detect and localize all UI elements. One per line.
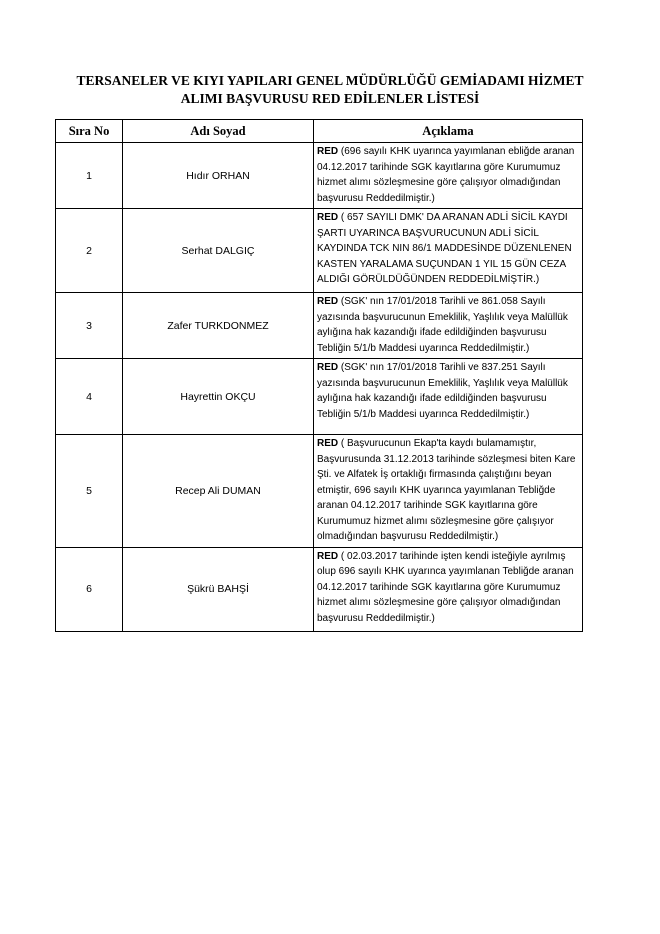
applicant-name: Hayrettin OKÇU [123, 359, 314, 435]
row-description [314, 209, 583, 293]
table-row [56, 293, 583, 359]
row-number: 1 [56, 143, 123, 209]
document-title [40, 72, 620, 108]
red-label: RED [317, 438, 339, 449]
table-row [56, 359, 583, 435]
red-label: RED [317, 212, 339, 223]
rejected-applicants-table [55, 119, 583, 632]
description-text: (696 sayılı KHK uyarınca yayımlanan ebliğde aranan 04.12.2017 tarihinde SGK kayıtlarına göre Kurumumuz hizmet alımı sözleşmesine göre çalışıyor olmadığından başvurusu Reddedilmiştir.) [317, 146, 575, 204]
applicant-name: Zafer TURKDONMEZ [123, 293, 314, 359]
row-description [314, 293, 583, 359]
red-label: RED [317, 362, 339, 373]
row-description [314, 143, 583, 209]
description-text: (SGK' nın 17/01/2018 Tarihli ve 837.251 Sayılı yazısında başvurucunun Emeklilik, Yaşlılık veya Malüllük aylığına hak kazandığı ifade edildiğinden başvurusu Tebliğin 5/1/b Maddesi uyarınca Reddedilmiştir.) [317, 362, 568, 420]
title-line-2: ALIMI BAŞVURUSU RED EDİLENLER LİSTESİ [180, 91, 480, 106]
table-row [56, 435, 583, 548]
description-text: ( Başvurucunun Ekap'ta kaydı bulamamıştır, Başvurusunda 31.12.2013 tarihinde sözleşmesi biten Kare Şti. ve Alfatek İş ortaklığı firmasında çalıştığını beyan etmiştir, 696 sayılı KHK uyarınca yayımlanan Tebliğde aranan 04.12.2017 tarihinde SGK kayıtlarına göre Kurumumuz hizmet alımı sözleşmesine göre çalışıyor olmadığından başvurusu Reddedilmiştir.) [317, 438, 576, 542]
row-description [314, 359, 583, 435]
row-description [314, 547, 583, 631]
red-label: RED [317, 146, 339, 157]
description-text: (SGK' nın 17/01/2018 Tarihli ve 861.058 Sayılı yazısında başvurucunun Emeklilik, Yaşlılık veya Malüllük aylığına hak kazandığı ifade edildiğinden başvurusu Tebliğin 5/1/b Maddesi uyarınca Reddedilmiştir.) [317, 296, 568, 354]
row-number: 5 [56, 435, 123, 548]
header-name: Adı Soyad [123, 120, 314, 143]
applicant-name: Hıdır ORHAN [123, 143, 314, 209]
header-no: Sıra No [56, 120, 123, 143]
title-line-1: TERSANELER VE KIYI YAPILARI GENEL MÜDÜRLÜĞÜ GEMİADAMI HİZMET [76, 73, 584, 88]
row-description [314, 435, 583, 548]
table-row [56, 143, 583, 209]
description-text: ( 02.03.2017 tarihinde işten kendi isteğiyle ayrılmış olup 696 sayılı KHK uyarınca yayımlanan Tebliğde aranan 04.12.2017 tarihinde SGK kayıtlarına göre Kurumumuz hizmet alımı sözleşmesine göre çalışıyor olmadığından başvurusu Reddedilmiştir.) [317, 550, 574, 624]
table-row [56, 209, 583, 293]
header-description: Açıklama [314, 120, 583, 143]
row-number: 6 [56, 547, 123, 631]
description-text: ( 657 SAYILI DMK' DA ARANAN ADLİ SİCİL KAYDI ŞARTI UYARINCA BAŞVURUCUNUN ADLİ SİCİL KAYDINDA TCK NIN 86/1 MADDESİNDE DÜZENLENEN KASTEN YARALAMA SUÇUNDAN 1 YIL 15 GÜN CEZA ALDIĞI GÖRÜLDÜĞÜNDEN REDDEDİLMİŞTİR.) [317, 212, 572, 285]
applicant-name: Recep Ali DUMAN [123, 435, 314, 548]
row-number: 3 [56, 293, 123, 359]
row-number: 2 [56, 209, 123, 293]
applicant-name: Serhat DALGIÇ [123, 209, 314, 293]
table-header-row [56, 120, 583, 143]
applicant-name: Şükrü BAHŞİ [123, 547, 314, 631]
red-label: RED [317, 550, 339, 562]
row-number: 4 [56, 359, 123, 435]
table-row [56, 547, 583, 631]
red-label: RED [317, 296, 339, 307]
